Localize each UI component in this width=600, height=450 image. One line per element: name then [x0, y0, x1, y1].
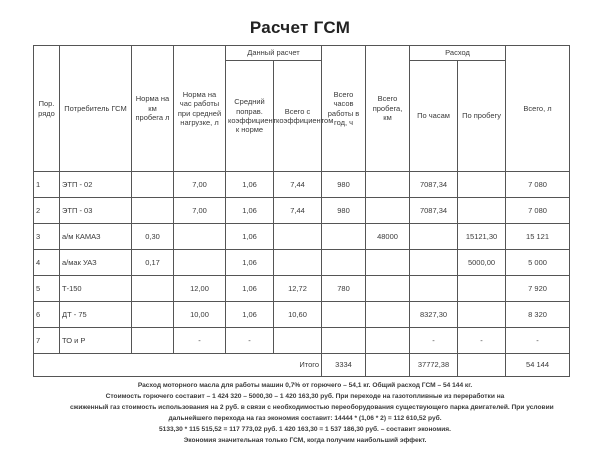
cell-vehicle: ЭТП - 02: [60, 172, 132, 198]
table-row: [34, 198, 570, 224]
cell-norm-km: [132, 276, 174, 302]
cell-by-mileage: [458, 276, 506, 302]
cell-norm-hour: -: [174, 328, 226, 354]
cell-mileage: [366, 276, 410, 302]
cell-coef: 12,72: [274, 276, 322, 302]
cell-hours: 980: [322, 198, 366, 224]
table-row: [34, 328, 570, 354]
cell-coef: [274, 250, 322, 276]
cell-by-hours: [410, 250, 458, 276]
note-line: Стоимость горючего составит – 1 424 320 – 5000,30 – 1 420 163,30 руб. При переходе на газотопливные из переработки на: [105, 393, 505, 400]
cell-norm-hour: 12,00: [174, 276, 226, 302]
header-by-hours: По часам: [410, 61, 458, 172]
cell-vehicle: ДТ - 75: [60, 302, 132, 328]
note-line: сжиженный газ стоимость использования на 2 руб. в связи с необходимостью переоборудования существующего парка двигателей. При условии: [70, 404, 554, 411]
cell-avg-load: 1,06: [226, 198, 274, 224]
cell-num: 5: [34, 276, 60, 302]
cell-by-hours: 8327,30: [410, 302, 458, 328]
cell-coef: [274, 328, 322, 354]
cell-norm-hour: 7,00: [174, 198, 226, 224]
cell-hours: 780: [322, 276, 366, 302]
cell-total: 15 121: [506, 224, 570, 250]
note-line: дальнейшего перехода на газ экономия составит: 14444 * (1,06 * 2) = 112 610,52 руб.: [168, 415, 442, 422]
cell-total: 5 000: [506, 250, 570, 276]
cell-norm-km: [132, 302, 174, 328]
table-row: [34, 172, 570, 198]
header-hours-total: Всего часов работы в год, ч: [322, 46, 366, 172]
cell-mileage: [366, 328, 410, 354]
note-line: 5133,30 * 115 515,52 = 117 773,02 руб. 1 420 163,30 = 1 537 186,30 руб. – составит экономия.: [159, 426, 451, 433]
header-coef: Всего с коэффициентом: [274, 61, 322, 172]
cell-avg-load: 1,06: [226, 302, 274, 328]
cell-mileage: [366, 172, 410, 198]
header-group-consumption: Расход: [410, 46, 506, 61]
total-value: 54 144: [506, 354, 570, 377]
total-label: Итого: [34, 354, 322, 377]
cell-vehicle: Т-150: [60, 276, 132, 302]
cell-norm-hour: [174, 224, 226, 250]
cell-norm-km: 0,17: [132, 250, 174, 276]
cell-norm-km: [132, 172, 174, 198]
cell-total: -: [506, 328, 570, 354]
cell-hours: [322, 224, 366, 250]
header-num: Пор. рядо: [34, 46, 60, 172]
cell-norm-km: [132, 198, 174, 224]
cell-num: 1: [34, 172, 60, 198]
cell-coef: 7,44: [274, 198, 322, 224]
cell-avg-load: 1,06: [226, 172, 274, 198]
cell-total: 7 080: [506, 172, 570, 198]
total-row: [34, 354, 570, 377]
cell-by-hours: [410, 224, 458, 250]
cell-norm-km: [132, 328, 174, 354]
cell-coef: 7,44: [274, 172, 322, 198]
cell-by-hours: 7087,34: [410, 172, 458, 198]
cell-norm-hour: 7,00: [174, 172, 226, 198]
cell-by-hours: 7087,34: [410, 198, 458, 224]
table-row: [34, 302, 570, 328]
cell-num: 6: [34, 302, 60, 328]
cell-hours: [322, 302, 366, 328]
cell-num: 4: [34, 250, 60, 276]
cell-by-mileage: [458, 198, 506, 224]
cell-vehicle: а/м КАМАЗ: [60, 224, 132, 250]
header-mileage-total: Всего пробега, км: [366, 46, 410, 172]
cell-avg-load: 1,06: [226, 224, 274, 250]
cell-hours: [322, 328, 366, 354]
cell-mileage: [366, 198, 410, 224]
cell-hours: 980: [322, 172, 366, 198]
cell-by-mileage: -: [458, 328, 506, 354]
cell-norm-hour: [174, 250, 226, 276]
header-avg-load: Средний поправ. коэффициент к норме: [226, 61, 274, 172]
cell-norm-hour: 10,00: [174, 302, 226, 328]
cell-coef: 10,60: [274, 302, 322, 328]
table-row: [34, 276, 570, 302]
notes-block: [70, 380, 554, 446]
header-group-work: Данный расчет: [226, 46, 322, 61]
header-total: Всего, л: [506, 46, 570, 172]
cell-norm-km: 0,30: [132, 224, 174, 250]
cell-total: 7 920: [506, 276, 570, 302]
cell-total: 7 080: [506, 198, 570, 224]
cell-vehicle: ТО и Р: [60, 328, 132, 354]
cell-by-mileage: 15121,30: [458, 224, 506, 250]
table-row: [34, 250, 570, 276]
total-by-hours: 37772,38: [410, 354, 458, 377]
cell-vehicle: ЭТП - 03: [60, 198, 132, 224]
page-title: Расчет ГСМ: [249, 18, 351, 37]
cell-by-mileage: 5000,00: [458, 250, 506, 276]
header-by-mileage: По пробегу: [458, 61, 506, 172]
cell-by-hours: [410, 276, 458, 302]
cell-avg-load: -: [226, 328, 274, 354]
cell-by-mileage: [458, 172, 506, 198]
cell-total: 8 320: [506, 302, 570, 328]
cell-mileage: [366, 250, 410, 276]
cell-by-hours: -: [410, 328, 458, 354]
cell-num: 7: [34, 328, 60, 354]
cell-num: 3: [34, 224, 60, 250]
total-by-mileage: [458, 354, 506, 377]
cell-by-mileage: [458, 302, 506, 328]
fuel-table: [33, 45, 570, 377]
total-hours: 3334: [322, 354, 366, 377]
cell-avg-load: 1,06: [226, 276, 274, 302]
total-mileage: [366, 354, 410, 377]
cell-hours: [322, 250, 366, 276]
header-vehicle: Потребитель ГСМ: [60, 46, 132, 172]
cell-avg-load: 1,06: [226, 250, 274, 276]
cell-vehicle: а/мак УАЗ: [60, 250, 132, 276]
header-norm-km: Норма на км пробега л: [132, 46, 174, 172]
cell-num: 2: [34, 198, 60, 224]
note-line: Экономия значительная только ГСМ, когда получим наибольший эффект.: [183, 437, 427, 444]
note-line: Расход моторного масла для работы машин 0,7% от горючего – 54,1 кг. Общий расход ГСМ – 54 144 кг.: [137, 382, 473, 389]
cell-mileage: 48000: [366, 224, 410, 250]
header-norm-hour: Норма на час работы при средней нагрузке, л: [174, 46, 226, 172]
cell-coef: [274, 224, 322, 250]
table-row: [34, 224, 570, 250]
cell-mileage: [366, 302, 410, 328]
